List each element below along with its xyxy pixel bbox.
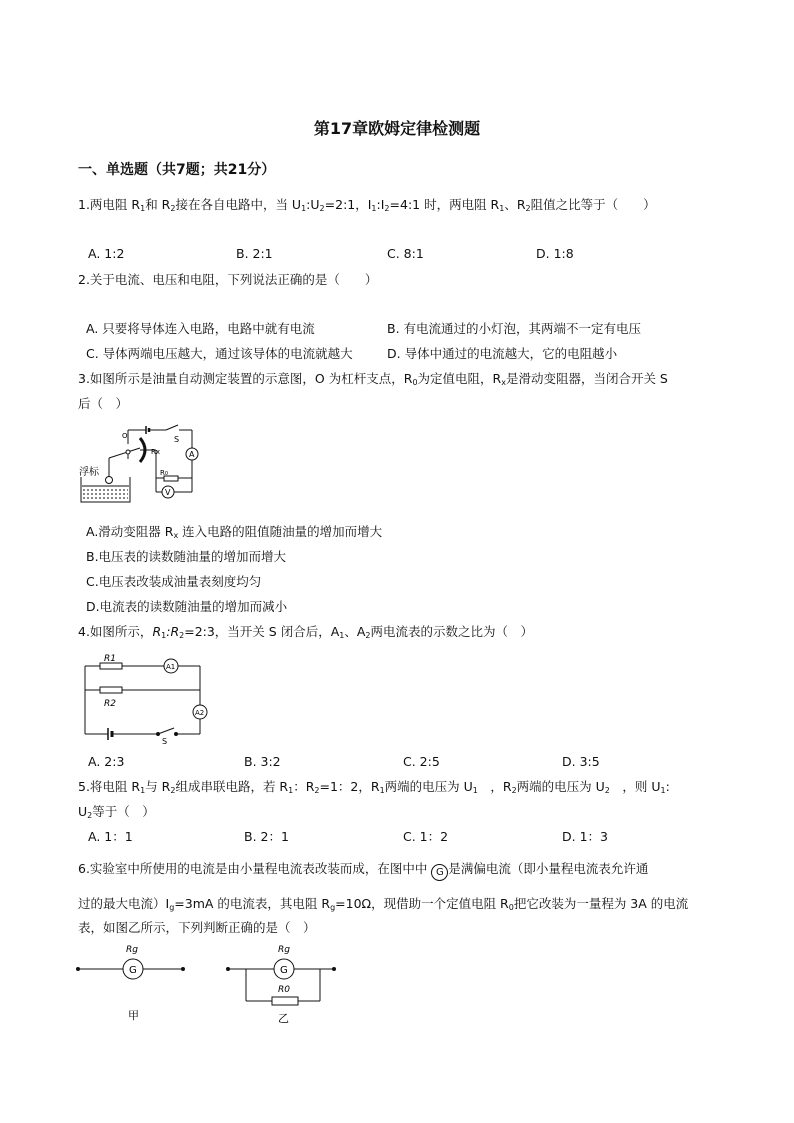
question-5-option-a[interactable]: A. 1：1 [88,829,133,844]
rg-label: Rg [278,945,290,955]
question-3-option-d[interactable]: D.电流表的读数随油量的增加而减小 [86,599,288,614]
question-5-option-c[interactable]: C. 1：2 [403,829,449,844]
parallel-circuit-figure [82,652,212,744]
figure-yi-caption: 乙 [278,1012,289,1024]
galvanometer-figure-jia [74,940,192,1024]
question-3-option-c[interactable]: C.电压表改装成油量表刻度均匀 [86,574,262,589]
galvanometer-figure-yi [224,940,340,1024]
question-3-stem-line2: 后（ ） [78,396,129,411]
a1-label: A1 [166,663,176,671]
question-5-option-d[interactable]: D. 1：3 [562,829,608,844]
figure-jia-caption: 甲 [128,1009,139,1022]
voltmeter-label: V [165,488,171,497]
section-heading: 一、单选题（共7题；共21分） [78,162,276,178]
r1-label: R1 [104,654,116,664]
g-label: G [280,965,288,976]
g-label: G [129,965,137,976]
question-6-stem-line3: 表，如图乙所示，下列判断正确的是（ ） [78,920,316,935]
question-3-option-a[interactable]: A.滑动变阻器 $R_x$ 连入电路的阻值随油量的增加而增大 [86,524,383,540]
question-1-option-c[interactable]: C. 8:1 [387,246,424,261]
rx-label: Rx [151,448,161,456]
question-2-option-c[interactable]: C. 导体两端电压越大，通过该导体的电流就越大 [86,346,353,361]
question-6-stem-line2: 过的最大电流）$I_g=3mA$ 的电流表，其电阻 $R_g=10\Omega$，现借助一个定值电阻 $R_0$把它改装为一量程为 3A 的电流 [78,896,689,912]
r2-label: R2 [104,699,116,709]
rg-label: Rg [126,945,138,955]
page-title: 第17章欧姆定律检测题 [313,119,481,138]
question-2-stem: 2.关于电流、电压和电阻，下列说法正确的是（ ） [78,272,378,287]
question-5-stem-line2: $U_2$等于（ ） [78,804,155,820]
question-1-stem: 1.两电阻 $R_1$和 $R_2$接在各自电路中，当 $U_1:U_2=2:1$，$I_1:I_2=4:1$ 时，两电阻 $R_1$、$R_2$阻值之比等于（ ） [78,197,656,213]
question-4-option-d[interactable]: D. 3:5 [562,754,600,769]
r0-label: R0 [160,469,169,477]
question-5-stem: 5.将电阻 $R_1$与 $R_2$组成串联电路，若 $R_1$：$R_2=1$：2，$R_1$两端的电压为 $U_1$ ，$R_2$两端的电压为 $U_2$ ，则 $U_1$: [78,779,670,795]
question-6-stem: 6.实验室中所使用的电流是由小量程电流表改装而成，在图中中 G 是满偏电流（即小量程电流表允许通 [78,861,648,881]
question-1-option-a[interactable]: A. 1:2 [88,246,125,261]
oil-gauge-figure [78,424,206,514]
ammeter-label: A [189,450,195,459]
question-2-option-b[interactable]: B. 有电流通过的小灯泡，其两端不一定有电压 [387,321,642,336]
question-2-option-a[interactable]: A. 只要将导体连入电路，电路中就有电流 [86,321,315,336]
question-4-option-a[interactable]: A. 2:3 [88,754,125,769]
question-3-stem: 3.如图所示是油量自动测定装置的示意图，O 为杠杆支点，$R_0$为定值电阻，$R_x$是滑动变阻器，当闭合开关 S [78,371,668,387]
galvanometer-symbol: G [431,864,448,881]
question-4-option-b[interactable]: B. 3:2 [244,754,281,769]
switch-label: S [174,435,180,444]
a2-label: A2 [195,709,205,717]
pivot-label: O [122,432,128,440]
question-5-option-b[interactable]: B. 2：1 [244,829,289,844]
question-1-option-d[interactable]: D. 1:8 [536,246,574,261]
question-4-stem: 4.如图所示，$R_1:R_2=2:3$，当开关 S 闭合后，$A_1$、$A_2$两电流表的示数之比为（ ） [78,624,534,640]
question-3-option-b[interactable]: B.电压表的读数随油量的增加而增大 [86,549,287,564]
question-1-option-b[interactable]: B. 2:1 [236,246,273,261]
float-label: 浮标 [79,467,99,478]
question-4-option-c[interactable]: C. 2:5 [403,754,440,769]
r0-label: R0 [278,985,290,995]
switch-label: S [162,737,168,744]
question-2-option-d[interactable]: D. 导体中通过的电流越大，它的电阻越小 [387,346,618,361]
